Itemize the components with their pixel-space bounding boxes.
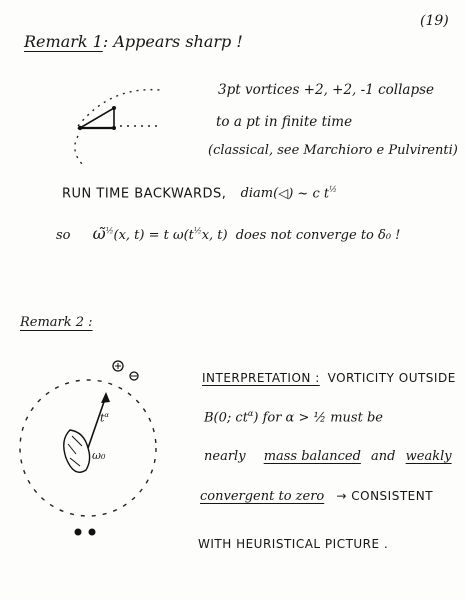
diam-label: diam( [240,186,279,202]
interp-line-4 [200,490,433,503]
interp-line-3-b: and [371,449,396,464]
interp-line-2-b: ) for α > ½ must be [253,410,383,426]
omega-args-rest: x, t) [201,228,228,243]
vortices-line-3: (classical, see Marchioro e Pulvirenti) [208,143,458,158]
interp-line-5: WITH HEURISTICAL PICTURE . [198,537,389,551]
small-triangle-icon: ◁ [278,186,289,202]
interp-line-3-ul1: mass balanced [263,449,361,464]
diam-rest: ) ~ c t [288,186,330,202]
omega-tilde: ω̃ [92,224,106,243]
omega-exponent: ½ [105,226,114,236]
interp-line-1 [202,372,456,384]
outer-vortex-filled-2 [89,529,96,536]
vortices-line-2: to a pt in finite time [216,114,353,130]
remark1-title-suffix: : Appears sharp ! [102,32,243,51]
radius-label-exponent: α [104,411,110,419]
interp-line-4-rest: → CONSISTENT [336,489,434,503]
radius-label-text: t [100,411,105,425]
interp-line-3 [204,450,452,463]
omega-args: (x, t) = t ω(t [113,228,194,243]
conclusion-text: does not converge to δ₀ ! [235,228,401,243]
diagram-radius-label [100,412,109,424]
interp-line-1-rest: VORTICITY OUTSIDE [327,371,456,385]
interp-line-3-a: nearly [204,449,246,464]
vorticity-blob [64,430,90,472]
diagram-center-label: ω₀ [92,449,106,462]
run-time-text: RUN TIME BACKWARDS, [62,186,227,202]
page-number: (19) [420,13,449,29]
interp-line-2 [204,410,383,424]
remark2-title: Remark 2 : [20,315,93,330]
diam-exponent: ½ [329,185,337,194]
so-label: so [56,228,71,243]
interp-label: INTERPRETATION : [202,371,320,385]
interp-line-3-ul2: weakly [405,449,452,464]
interp-line-2-exp: α [247,409,254,418]
vortices-line-1: 3pt vortices +2, +2, -1 collapse [218,82,435,98]
interp-line-2-a: B(0; ct [204,410,248,426]
interp-line-4-ul: convergent to zero [200,489,325,504]
remark1-title-text: Remark 1 [24,32,103,51]
omega-args-exponent: ½ [193,226,202,236]
outer-vortex-filled-1 [75,529,82,536]
